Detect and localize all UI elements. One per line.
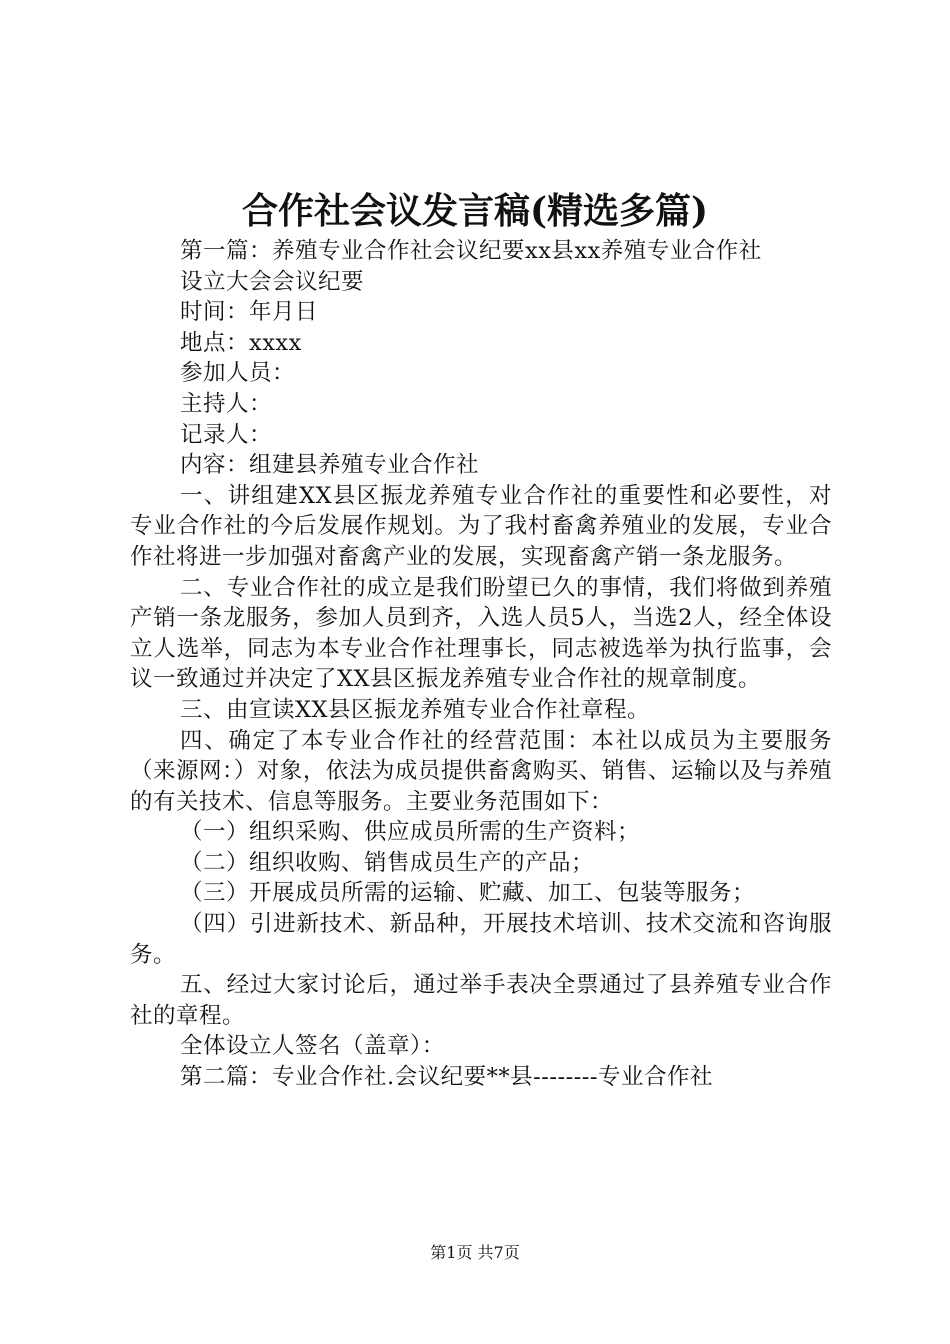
section-heading: 第二篇：专业合作社.会议纪要**县--------专业合作社 — [180, 1064, 713, 1091]
paragraph: 主持人： — [180, 390, 273, 417]
list-item: （一）组织采购、供应成员所需的生产资料； — [180, 819, 641, 846]
paragraph: 设立大会会议纪要 — [180, 268, 365, 295]
document-title: 合作社会议发言稿(精选多篇) — [241, 190, 709, 232]
page-number: 第1页 共7页 — [430, 1243, 520, 1262]
paragraph: 内容：组建县养殖专业合作社 — [180, 452, 480, 479]
list-item: （二）组织收购、销售成员生产的产品； — [180, 849, 595, 876]
paragraph: 三、由宣读XX县区振龙养殖专业合作社章程。 — [180, 696, 651, 723]
paragraph: 二、专业合作社的成立是我们盼望已久的事情，我们将做到养殖产销一条龙服务，参加人员到齐，入选人员5人，当选2人，经全体设立人选举，同志为本专业合作社理事长，同志被选举为执行监事，会议一致通过并决定了XX县区振龙养殖专业合作社的规章制度。 — [130, 574, 832, 693]
paragraph: 一、讲组建XX县区振龙养殖专业合作社的重要性和必要性，对专业合作社的今后发展作规划。为了我村畜禽养殖业的发展，专业合作社将进一步加强对畜禽产业的发展，实现畜禽产销一条龙服务。 — [130, 482, 832, 570]
paragraph: 参加人员： — [180, 360, 296, 387]
signature-line: 全体设立人签名（盖章）： — [180, 1033, 445, 1060]
list-item: （四）引进新技术、新品种，开展技术培训、技术交流和咨询服务。 — [130, 911, 832, 968]
document-body — [130, 236, 832, 1093]
list-item: （三）开展成员所需的运输、贮藏、加工、包装等服务； — [180, 880, 756, 907]
paragraph: 记录人： — [180, 421, 273, 448]
paragraph: 时间：年月日 — [180, 299, 319, 326]
paragraph: 五、经过大家讨论后，通过举手表决全票通过了县养殖专业合作社的章程。 — [130, 972, 832, 1029]
paragraph: 四、确定了本专业合作社的经营范围：本社以成员为主要服务（来源网：）对象，依法为成员提供畜禽购买、销售、运输以及与养殖的有关技术、信息等服务。主要业务范围如下： — [130, 727, 832, 815]
paragraph: 第一篇：养殖专业合作社会议纪要xx县xx养殖专业合作社 — [180, 238, 762, 264]
paragraph: 地点：xxxx — [180, 329, 302, 356]
